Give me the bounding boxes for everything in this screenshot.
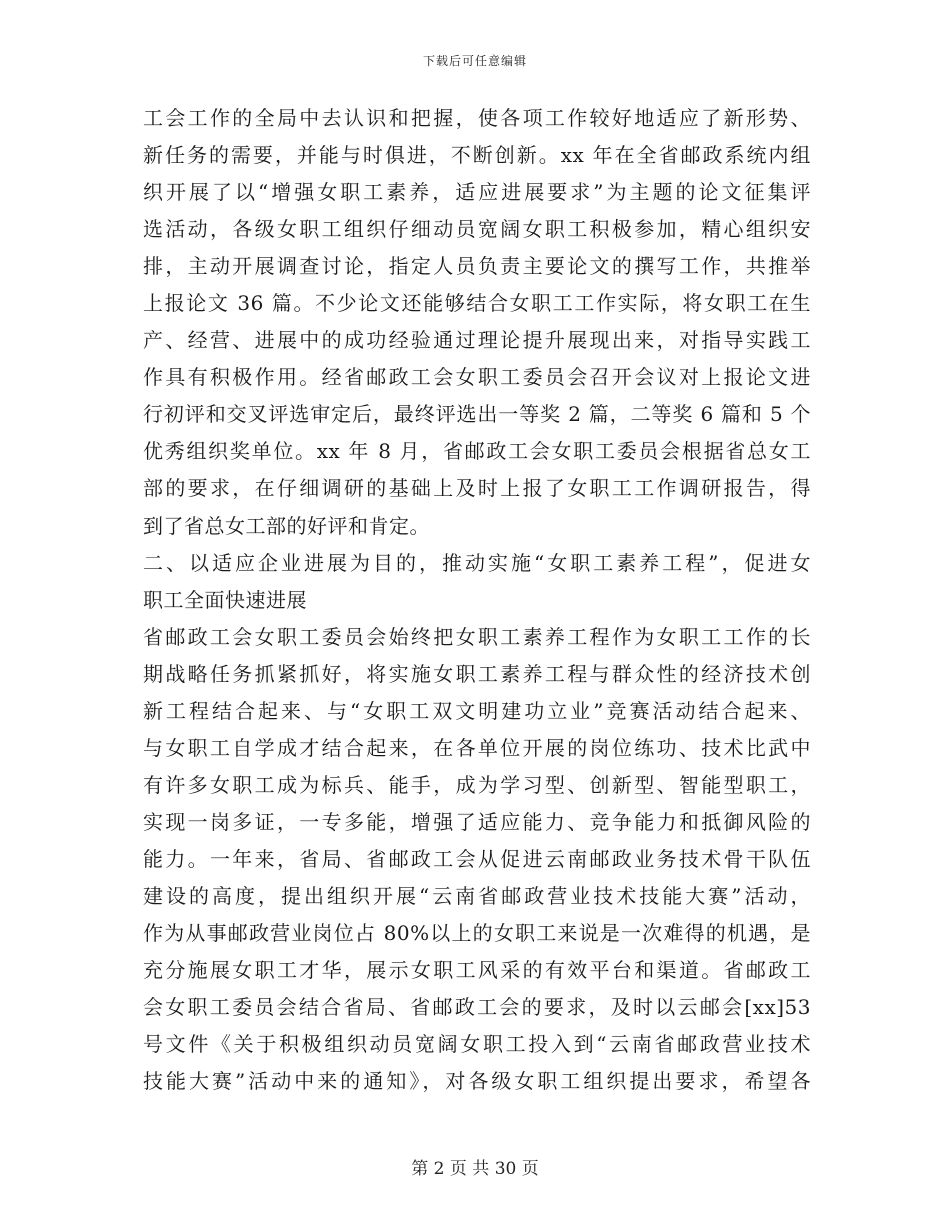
text-line: 作为从事邮政营业岗位占 80%以上的女职工来说是一次难得的机遇，是 [143,921,811,946]
page-header: 下载后可任意编辑 [422,54,527,68]
text-line: 建设的高度，提出组织开展“云南省邮政营业技术技能大赛”活动， [143,883,811,908]
text-line: 省邮政工会女职工委员会始终把女职工素养工程作为女职工工作的长 [143,624,811,649]
text-line: 实现一岗多证，一专多能，增强了适应能力、竞争能力和抵御风险的 [143,809,811,834]
text-line: 上报论文 36 篇。不少论文还能够结合女职工工作实际，将女职工在生 [143,291,811,316]
text-line: 到了省总女工部的好评和肯定。 [143,513,430,538]
text-line: 会女职工委员会结合省局、省邮政工会的要求，及时以云邮会[xx]53 [143,995,811,1020]
text-line: 优秀组织奖单位。xx 年 8 月，省邮政工会女职工委员会根据省总女工 [143,439,811,464]
text-line: 与女职工自学成才结合起来，在各单位开展的岗位练功、技术比武中 [143,735,811,760]
text-line: 产、经营、进展中的成功经验通过理论提升展现出来，对指导实践工 [143,328,811,353]
text-line: 排，主动开展调查讨论，指定人员负责主要论文的撰写工作，共推举 [143,254,811,279]
text-line: 作具有积极作用。经省邮政工会女职工委员会召开会议对上报论文进 [143,365,811,390]
text-line: 充分施展女职工才华，展示女职工风采的有效平台和渠道。省邮政工 [143,958,811,983]
text-line: 行初评和交叉评选审定后，最终评选出一等奖 2 篇，二等奖 6 篇和 5 个 [143,402,811,427]
page-footer: 第 2 页 共 30 页 [411,1159,539,1179]
text-line: 部的要求，在仔细调研的基础上及时上报了女职工工作调研报告，得 [143,476,811,501]
text-line: 能力。一年来，省局、省邮政工会从促进云南邮政业务技术骨干队伍 [143,846,811,871]
document-body [143,100,811,1100]
text-line: 技能大赛”活动中来的通知》，对各级女职工组织提出要求，希望各 [143,1069,811,1094]
text-line: 有许多女职工成为标兵、能手，成为学习型、创新型、智能型职工， [143,772,811,797]
section-heading-line: 二、以适应企业进展为目的，推动实施“女职工素养工程”，促进女 [143,550,811,575]
text-line: 织开展了以“增强女职工素养，适应进展要求”为主题的论文征集评 [143,180,811,205]
text-line: 新工程结合起来、与“女职工双文明建功立业”竞赛活动结合起来、 [143,698,811,723]
text-line: 新任务的需要，并能与时俱进，不断创新。xx 年在全省邮政系统内组 [143,143,811,168]
section-heading-line: 职工全面快速进展 [143,587,307,612]
text-line: 选活动，各级女职工组织仔细动员宽阔女职工积极参加，精心组织安 [143,217,811,242]
text-line: 工会工作的全局中去认识和把握，使各项工作较好地适应了新形势、 [143,106,811,130]
text-line: 号文件《关于积极组织动员宽阔女职工投入到“云南省邮政营业技术 [143,1032,811,1057]
text-line: 期战略任务抓紧抓好，将实施女职工素养工程与群众性的经济技术创 [143,661,811,686]
